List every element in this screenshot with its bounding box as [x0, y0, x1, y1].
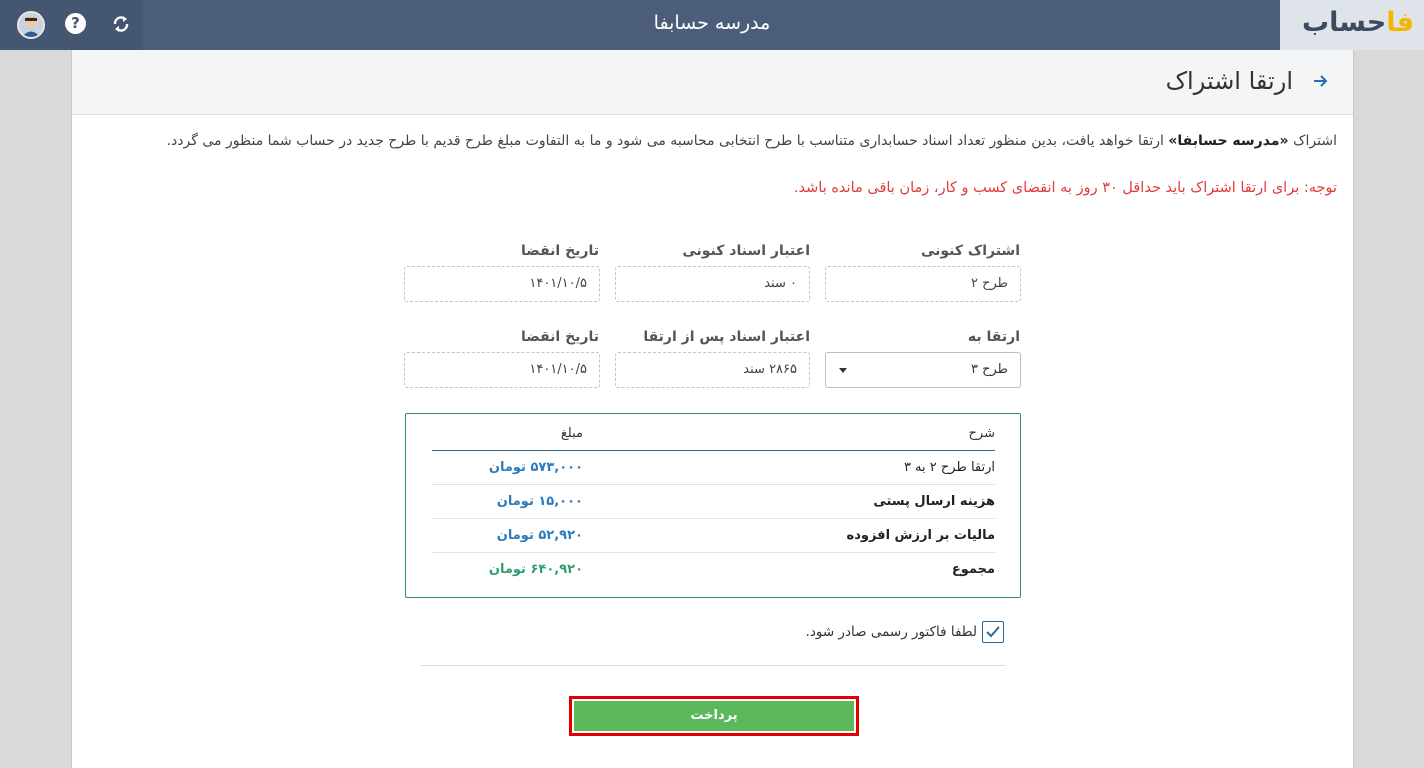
- upgrade-expiry-label: تاریخ انقضا: [521, 329, 599, 345]
- sync-icon[interactable]: [111, 14, 131, 34]
- upgrade-panel: [71, 50, 1354, 768]
- total-row: [432, 553, 995, 587]
- help-icon[interactable]: ?: [65, 13, 86, 34]
- divider: [420, 665, 1005, 666]
- upgrade-credit-field: ۲۸۶۵ سند: [615, 352, 810, 388]
- app-title: مدرسه حسابفا: [653, 12, 771, 34]
- chevron-down-icon: [839, 368, 847, 373]
- current-subscription-field: طرح ۲: [825, 266, 1021, 302]
- table-row: [432, 485, 995, 519]
- user-avatar-icon: [19, 13, 43, 37]
- logo[interactable]: [1280, 0, 1424, 50]
- upgrade-credit-label: اعتبار اسناد پس از ارتقا: [643, 329, 810, 345]
- pay-button[interactable]: پرداخت: [574, 701, 854, 731]
- avatar[interactable]: [17, 11, 45, 39]
- price-summary-table: [405, 413, 1021, 598]
- panel-header: [72, 50, 1353, 115]
- row-amount: ۵۲,۹۲۰ تومان: [496, 528, 583, 543]
- pay-button-highlight: [569, 696, 859, 736]
- current-credit-field: ۰ سند: [615, 266, 810, 302]
- summary-header-row: [432, 417, 995, 451]
- summary-header-desc: شرح: [968, 426, 995, 441]
- row-desc: مالیات بر ارزش افزوده: [846, 528, 995, 543]
- row-desc: ارتقا طرح ۲ به ۳: [903, 460, 995, 475]
- current-expiry-field: ۱۴۰۱/۱۰/۵: [404, 266, 600, 302]
- current-expiry-label: تاریخ انقضا: [521, 243, 599, 259]
- topbar-icons: [0, 0, 143, 50]
- row-desc: هزینه ارسال پستی: [873, 494, 995, 509]
- upgrade-plan-select[interactable]: [825, 352, 1021, 388]
- current-subscription-label: اشتراک کنونی: [920, 243, 1020, 259]
- page-title: ارتقا اشتراک: [1165, 67, 1293, 95]
- top-bar: [0, 0, 1424, 50]
- logo-main: حساب: [1302, 7, 1387, 38]
- current-credit-label: اعتبار اسناد کنونی: [682, 243, 810, 259]
- intro-prefix: اشتراک: [1288, 133, 1337, 149]
- table-row: [432, 451, 995, 485]
- upgrade-plan-label: ارتقا به: [967, 329, 1020, 345]
- row-amount: ۱۵,۰۰۰ تومان: [496, 494, 583, 509]
- upgrade-plan-value: طرح ۳: [970, 362, 1008, 377]
- invoice-checkbox[interactable]: [982, 621, 1004, 643]
- row-amount: ۵۷۳,۰۰۰ تومان: [488, 460, 583, 475]
- summary-header-amount: مبلغ: [560, 426, 583, 441]
- back-arrow-icon[interactable]: [1309, 70, 1331, 92]
- table-row: [432, 519, 995, 553]
- intro-suffix: ارتقا خواهد یافت، بدین منظور تعداد اسناد حسابداری متناسب با طرح انتخابی محاسبه می شود و ما به التفاوت مبلغ طرح قدیم با طرح جدید در حساب شما منظور می گردد.: [166, 133, 1169, 149]
- intro-text: [87, 130, 1337, 152]
- upgrade-expiry-field: ۱۴۰۱/۱۰/۵: [404, 352, 600, 388]
- invoice-checkbox-label[interactable]: لطفا فاکتور رسمی صادر شود.: [805, 624, 977, 640]
- checkmark-icon: [985, 624, 1001, 640]
- warning-text: توجه: برای ارتقا اشتراک باید حداقل ۳۰ روز به انقضای کسب و کار، زمان باقی مانده باشد.: [793, 180, 1337, 196]
- intro-business-name: «مدرسه حسابفا»: [1168, 133, 1289, 149]
- logo-accent: فا: [1386, 7, 1415, 38]
- total-amount: ۶۴۰,۹۲۰ تومان: [488, 562, 583, 577]
- logo-text: [1302, 6, 1414, 40]
- total-label: مجموع: [951, 562, 995, 577]
